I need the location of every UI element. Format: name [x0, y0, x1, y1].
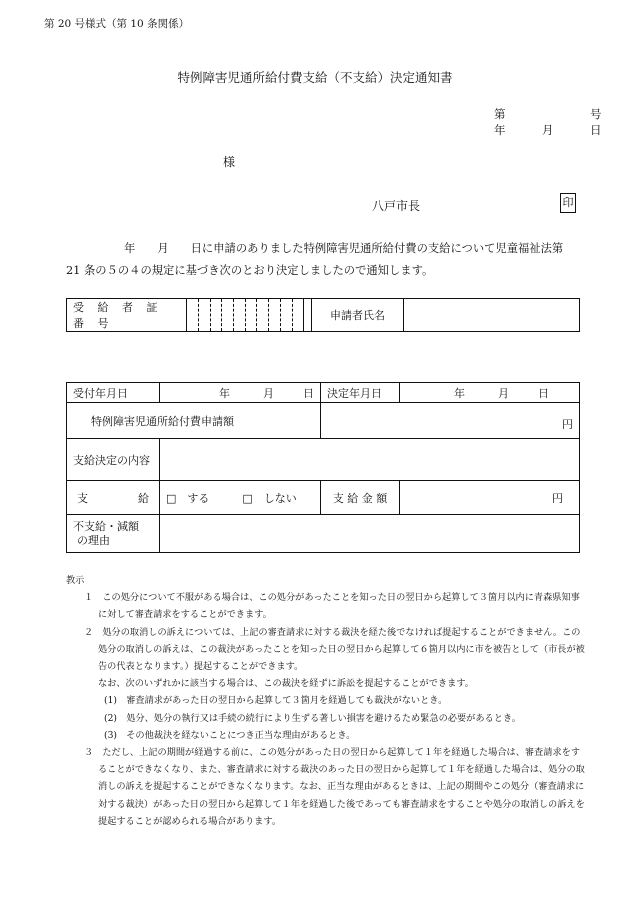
body-line2: 21 条の５の４の規定に基づき次のとおり決定しましたので通知します。 — [66, 264, 434, 277]
payment-options — [160, 481, 321, 515]
addressee-suffix: 様 — [223, 155, 236, 169]
cert-digit-box[interactable] — [269, 299, 281, 332]
date-unit-year: 年 — [219, 386, 230, 400]
date-unit-month: 月 — [498, 386, 509, 400]
body-year: 年 — [124, 242, 136, 255]
instruction-subitem-2: (2) 処分、処分の執行又は手続の続行により生ずる著しい損害を避けるため緊急の必要があるとき。 — [104, 712, 521, 724]
decision-content-field[interactable] — [160, 439, 580, 481]
document-title: 特例障害児通所給付費支給（不支給）決定通知書 — [177, 70, 453, 85]
decision-date-label: 決定年月日 — [321, 383, 400, 403]
cert-digit-box[interactable] — [187, 299, 199, 332]
date-year: 年 — [494, 123, 506, 137]
received-date-field[interactable] — [160, 383, 321, 403]
yen-unit: 円 — [552, 491, 563, 505]
seal-stamp: 印 — [560, 193, 576, 213]
decision-table — [66, 382, 580, 553]
body-month: 月 — [157, 242, 169, 255]
applicant-name-field[interactable] — [404, 299, 580, 332]
cert-digit-box[interactable] — [222, 299, 234, 332]
received-date-label: 受付年月日 — [67, 383, 160, 403]
reason-field[interactable] — [160, 515, 580, 553]
cert-digit-box[interactable] — [245, 299, 257, 332]
yen-unit: 円 — [562, 418, 573, 431]
instruction-subitem-3: (3) その他裁決を経ないことにつき正当な理由があるとき。 — [104, 729, 356, 741]
payment-amount-field[interactable] — [400, 481, 580, 515]
document-number-date — [494, 106, 604, 138]
body-line1: 日に申請のありました特例障害児通所給付費の支給について児童福祉法第 — [190, 242, 564, 255]
date-unit-day: 日 — [538, 386, 549, 400]
applicant-name-label: 申請者氏名 — [311, 299, 404, 332]
doc-number-dai: 第 — [494, 107, 506, 121]
instruction-item-2-note: なお、次のいずれかに該当する場合は、この裁決を経ずに訴訟を提起することができます。 — [98, 678, 474, 690]
cert-digit-box[interactable] — [257, 299, 269, 332]
cert-digit-box[interactable] — [210, 299, 222, 332]
amount-applied-label: 特例障害児通所給付費申請額 — [67, 403, 321, 439]
date-unit-month: 月 — [263, 386, 274, 400]
doc-number-go: 号 — [590, 107, 602, 121]
option-no-pay-checkbox[interactable]: □ しない — [242, 491, 297, 505]
cert-digit-box[interactable] — [234, 299, 246, 332]
instruction-item-1: １ この処分について不服がある場合は、この処分があったことを知った日の翌日から起算して３箇月以内に青森県知事に対して審査請求をすることができます。 — [84, 592, 580, 621]
instruction-item-3: ３ ただし、上記の期間が経過する前に、この処分があった日の翌日から起算して１年を経過した場合は、審査請求をすることができなくなり、また、審査請求に対する裁決のあった日の翌日から起算して１年を経過した場合は、処分の取消しの訴えを提起することができなくなります。なお、正当な理由があるときは、上記の期間やこの処分（審査請求に対する裁決）があった日の翌日から起算して１年を経過した後であっても審査請求をすることや処分の取消しの訴えを提起することが認められる場合があります。 — [84, 747, 585, 827]
amount-applied-field[interactable] — [321, 403, 580, 439]
cert-digit-box[interactable] — [280, 299, 292, 332]
option-pay-checkbox[interactable]: □ する — [166, 491, 210, 505]
date-unit-day: 日 — [303, 386, 314, 400]
reason-label: 不支給・減額 の理由 — [67, 515, 160, 553]
cert-number-label: 受 給 者 証 番 号 — [67, 299, 187, 332]
recipient-table — [66, 298, 580, 332]
decision-date-field[interactable] — [400, 383, 580, 403]
date-day: 日 — [590, 123, 602, 137]
date-month: 月 — [542, 123, 554, 137]
cert-digit-box[interactable] — [198, 299, 210, 332]
payment-amount-label: 支 給 金 額 — [321, 481, 400, 515]
instructions-section — [66, 572, 586, 830]
date-unit-year: 年 — [454, 386, 465, 400]
cert-digit-box[interactable] — [292, 299, 304, 332]
notice-body — [66, 238, 586, 282]
instruction-subitem-1: (1) 審査請求があった日の翌日から起算して３箇月を経過しても裁決がないとき。 — [104, 695, 448, 707]
instruction-item-2: ２ 処分の取消しの訴えについては、上記の審査請求に対する裁決を経た後でなければ提起することができません。この処分の取消しの訴えは、この裁決があったことを知った日の翌日から起算して６箇月以内に市を被告として（市長が被告の代表となります。）提起することができます。 — [84, 626, 585, 673]
issuer-name: 八戸市長 — [372, 199, 421, 213]
decision-content-label: 支給決定の内容 — [67, 439, 160, 481]
payment-label: 支 給 — [67, 481, 160, 515]
instructions-heading: 教示 — [66, 575, 85, 586]
form-number: 第 20 号様式（第 10 条関係） — [44, 18, 190, 30]
